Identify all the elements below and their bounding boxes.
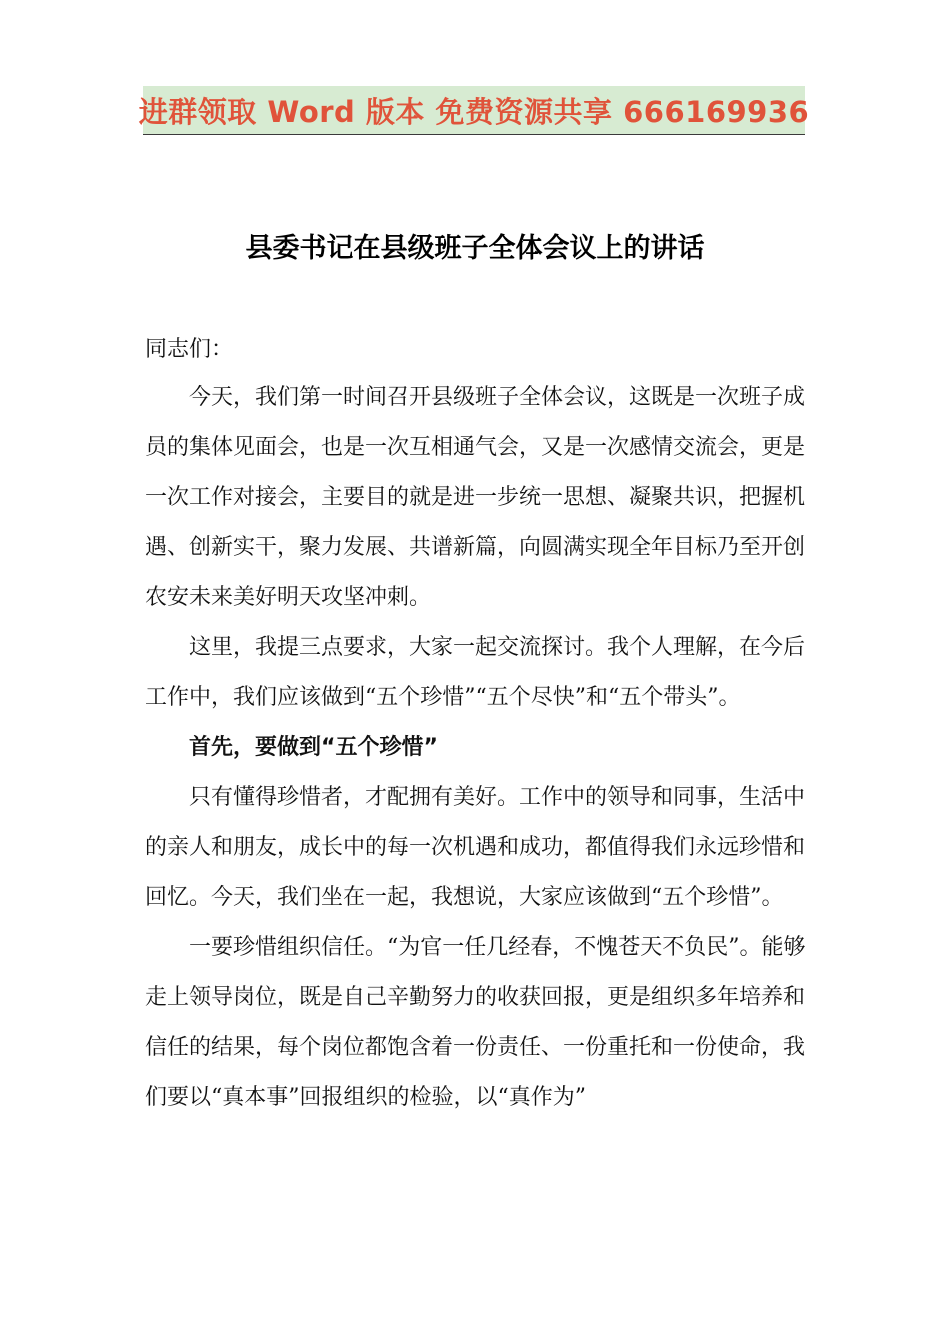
section-heading: 首先，要做到“五个珍惜” — [189, 735, 438, 760]
promo-banner: 进群领取 Word 版本 免费资源共享 666169936 — [143, 86, 805, 135]
paragraph: 这里，我提三点要求，大家一起交流探讨。我个人理解，在今后工作中，我们应该做到“五个珍惜”“五个尽快”和“五个带头”。 — [145, 635, 806, 710]
paragraph: 只有懂得珍惜者，才配拥有美好。工作中的领导和同事，生活中的亲人和朋友，成长中的每一次机遇和成功，都值得我们永远珍惜和回忆。今天，我们坐在一起，我想说，大家应该做到“五个珍惜”。 — [145, 785, 806, 910]
salutation: 同志们： — [145, 337, 234, 362]
body-text — [145, 373, 810, 1123]
paragraph: 一要珍惜组织信任。“为官一任几经春，不愧苍天不负民”。能够走上领导岗位，既是自己辛勤努力的收获回报，更是组织多年培养和信任的结果，每个岗位都饱含着一份责任、一份重托和一份使命，我们要以“真本事”回报组织的检验，以“真作为” — [145, 935, 806, 1110]
paragraph: 今天，我们第一时间召开县级班子全体会议，这既是一次班子成员的集体见面会，也是一次互相通气会，又是一次感情交流会，更是一次工作对接会，主要目的就是进一步统一思想、凝聚共识，把握机遇、创新实干，聚力发展、共谱新篇，向圆满实现全年目标乃至开创农安未来美好明天攻坚冲刺。 — [145, 385, 806, 610]
document-title: 县委书记在县级班子全体会议上的讲话 — [245, 233, 705, 264]
